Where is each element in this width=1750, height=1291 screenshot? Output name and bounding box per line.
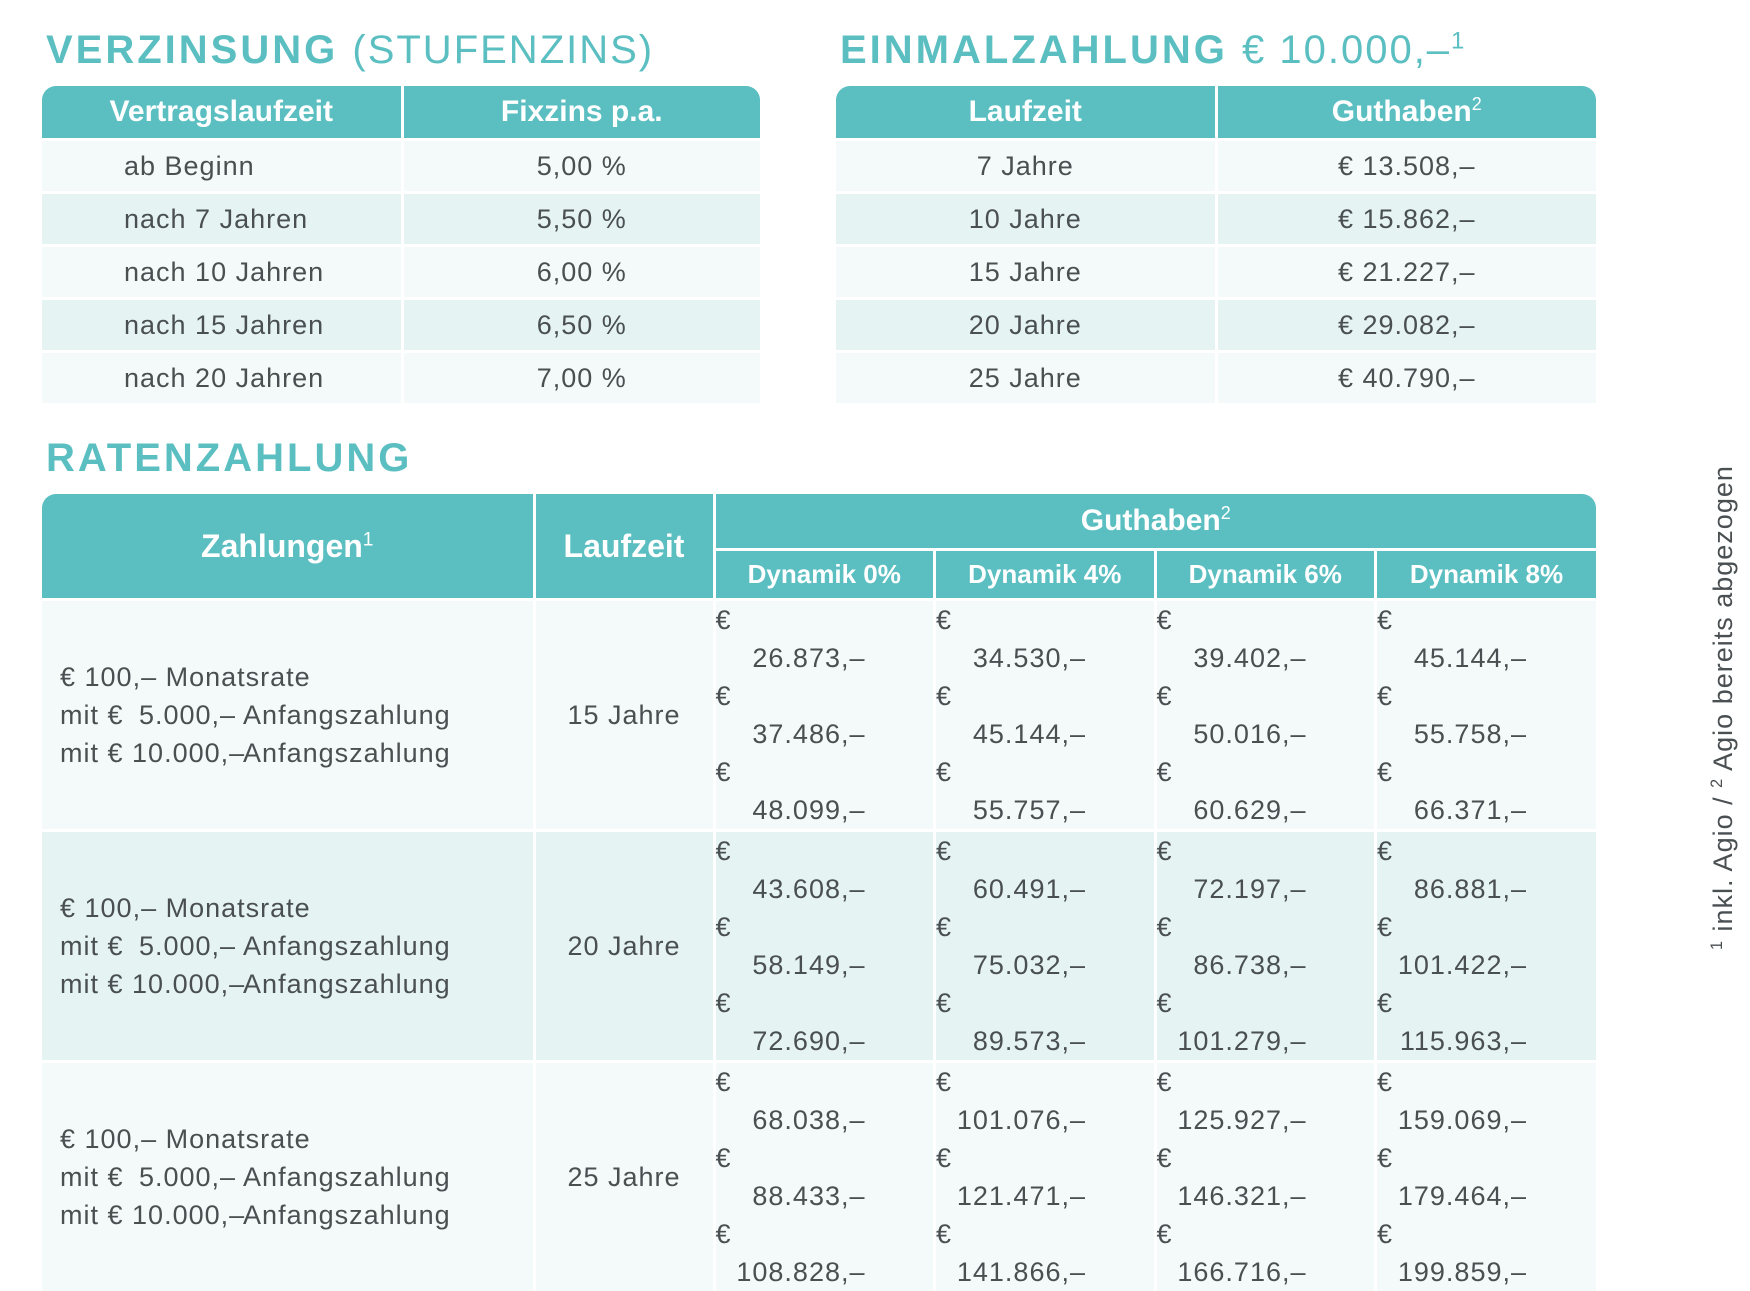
guthaben-amount: 55.757,– [936, 791, 1086, 829]
currency-symbol: € [1157, 908, 1187, 946]
ratenzahlung-guthaben-cell [1376, 600, 1597, 831]
guthaben-value [936, 908, 1154, 984]
einmalzahlung-header-laufzeit: Laufzeit [836, 86, 1216, 140]
currency-symbol: € [716, 908, 746, 946]
ratenzahlung-guthaben-cell [1376, 1062, 1597, 1291]
guthaben-amount: 159.069,– [1377, 1101, 1527, 1139]
ratenzahlung-guthaben-cell [714, 831, 935, 1062]
einmalzahlung-laufzeit: 20 Jahre [836, 299, 1216, 352]
currency-symbol: € [716, 1139, 746, 1177]
currency-symbol: € [1377, 601, 1407, 639]
einmalzahlung-laufzeit: 7 Jahre [836, 140, 1216, 193]
currency-symbol: € [1377, 677, 1407, 715]
guthaben-amount: 86.738,– [1157, 946, 1307, 984]
einmalzahlung-table [836, 86, 1596, 403]
einmalzahlung-title-amount: € 10.000,– [1242, 28, 1451, 72]
guthaben-value [716, 1139, 934, 1215]
payment-type: Monatsrate [166, 1124, 311, 1154]
guthaben-amount: 89.573,– [936, 1022, 1086, 1060]
verzinsung-zeit-text: nach 10 Jahren [124, 257, 324, 287]
payment-amount: 10.000,– [132, 965, 236, 1003]
currency-symbol: € [716, 1215, 746, 1253]
guthaben-value [1157, 908, 1375, 984]
ratenzahlung-zahlungen [42, 600, 534, 831]
verzinsung-zins: 7,00 % [402, 352, 760, 404]
currency-symbol: € [1377, 832, 1407, 870]
footnote [1708, 465, 1739, 950]
table-row [42, 600, 1596, 831]
guthaben-value [936, 1139, 1154, 1215]
ratenzahlung-header-laufzeit: Laufzeit [534, 494, 714, 600]
guthaben-value [1157, 1139, 1375, 1215]
currency-symbol: € [716, 677, 746, 715]
guthaben-value [1377, 753, 1596, 829]
verzinsung-zeit-text: nach 15 Jahren [124, 310, 324, 340]
guthaben-value [1157, 1215, 1375, 1291]
table-row [836, 299, 1596, 352]
guthaben-value [1377, 601, 1596, 677]
einmalzahlung-guthaben: € 15.862,– [1216, 193, 1596, 246]
currency-symbol: € [1377, 984, 1407, 1022]
currency-symbol: € [1157, 1063, 1187, 1101]
ratenzahlung-title: RATENZAHLUNG [46, 436, 412, 481]
guthaben-value [1157, 832, 1375, 908]
guthaben-amount: 115.963,– [1377, 1022, 1527, 1060]
einmalzahlung-guthaben: € 40.790,– [1216, 352, 1596, 404]
guthaben-amount: 39.402,– [1157, 639, 1307, 677]
guthaben-value [936, 1063, 1154, 1139]
payment-prefix: mit € [60, 969, 124, 999]
payment-amount: 10.000,– [132, 734, 236, 772]
ratenzahlung-header-zahlungen [42, 494, 534, 600]
ratenzahlung-header-dynamik-0: Dynamik 0% [714, 550, 935, 600]
verzinsung-zeit-text: nach 20 Jahren [124, 363, 324, 393]
currency-symbol: € [1157, 1139, 1187, 1177]
table-row [836, 140, 1596, 193]
currency-symbol: € [1157, 1215, 1187, 1253]
currency-symbol: € [936, 1063, 966, 1101]
payment-prefix: mit € [60, 931, 124, 961]
currency-symbol: € [936, 1215, 966, 1253]
table-row [836, 193, 1596, 246]
ratenzahlung-zahlungen [42, 831, 534, 1062]
payment-prefix: mit € [60, 700, 124, 730]
payment-line [60, 889, 533, 927]
guthaben-value [1377, 832, 1596, 908]
einmalzahlung-laufzeit: 15 Jahre [836, 246, 1216, 299]
footnote-marker: 2 [1708, 778, 1726, 788]
payment-prefix: mit € [60, 1162, 124, 1192]
ratenzahlung-header-guthaben-text: Guthaben [1081, 504, 1221, 537]
payment-type: Anfangszahlung [243, 1200, 451, 1230]
guthaben-amount: 166.716,– [1157, 1253, 1307, 1291]
payment-prefix: € 100,– [60, 893, 157, 923]
currency-symbol: € [1157, 753, 1187, 791]
currency-symbol: € [936, 753, 966, 791]
guthaben-amount: 43.608,– [716, 870, 866, 908]
currency-symbol: € [716, 832, 746, 870]
payment-line [60, 1120, 533, 1158]
einmalzahlung-title [840, 28, 1467, 73]
payment-line [60, 965, 533, 1003]
guthaben-amount: 48.099,– [716, 791, 866, 829]
payment-type: Anfangszahlung [243, 738, 451, 768]
guthaben-amount: 121.471,– [936, 1177, 1086, 1215]
currency-symbol: € [936, 1139, 966, 1177]
verzinsung-zins: 6,00 % [402, 246, 760, 299]
guthaben-amount: 45.144,– [936, 715, 1086, 753]
einmalzahlung-laufzeit: 10 Jahre [836, 193, 1216, 246]
guthaben-amount: 101.076,– [936, 1101, 1086, 1139]
footnote-text-abgezogen: Agio bereits abgezogen [1708, 465, 1738, 771]
currency-symbol: € [936, 832, 966, 870]
verzinsung-zeit-text: nach 7 Jahren [124, 204, 308, 234]
verzinsung-zins: 5,00 % [402, 140, 760, 193]
ratenzahlung-guthaben-cell [1155, 1062, 1376, 1291]
payment-line [60, 734, 533, 772]
table-row [42, 1062, 1596, 1291]
payment-type: Anfangszahlung [243, 1162, 451, 1192]
verzinsung-header-vertragslaufzeit: Vertragslaufzeit [42, 86, 402, 140]
verzinsung-zins: 5,50 % [402, 193, 760, 246]
payment-amount: 10.000,– [132, 1196, 236, 1234]
guthaben-value [936, 601, 1154, 677]
payment-amount: 5.000,– [132, 927, 236, 965]
guthaben-amount: 58.149,– [716, 946, 866, 984]
currency-symbol: € [936, 908, 966, 946]
payment-amount: 5.000,– [132, 696, 236, 734]
guthaben-value [716, 601, 934, 677]
payment-line [60, 1158, 533, 1196]
payment-type: Anfangszahlung [243, 931, 451, 961]
ratenzahlung-guthaben-cell [1155, 831, 1376, 1062]
guthaben-value [936, 753, 1154, 829]
guthaben-amount: 34.530,– [936, 639, 1086, 677]
einmalzahlung-title-bold: EINMALZAHLUNG [840, 28, 1228, 72]
ratenzahlung-header-dynamik-6: Dynamik 6% [1155, 550, 1376, 600]
guthaben-value [716, 984, 934, 1060]
payment-line [60, 696, 533, 734]
ratenzahlung-laufzeit: 15 Jahre [534, 600, 714, 831]
guthaben-amount: 66.371,– [1377, 791, 1527, 829]
currency-symbol: € [1157, 832, 1187, 870]
guthaben-amount: 199.859,– [1377, 1253, 1527, 1291]
verzinsung-zeit [42, 299, 402, 352]
currency-symbol: € [716, 984, 746, 1022]
currency-symbol: € [936, 984, 966, 1022]
ratenzahlung-header-guthaben [714, 494, 1596, 550]
table-row [42, 831, 1596, 1062]
guthaben-value [1377, 1063, 1596, 1139]
verzinsung-title [46, 28, 654, 73]
currency-symbol: € [716, 753, 746, 791]
guthaben-amount: 141.866,– [936, 1253, 1086, 1291]
ratenzahlung-header-dynamik-8: Dynamik 8% [1376, 550, 1597, 600]
guthaben-value [1157, 677, 1375, 753]
ratenzahlung-zahlungen [42, 1062, 534, 1291]
guthaben-amount: 60.629,– [1157, 791, 1307, 829]
ratenzahlung-table [42, 494, 1596, 1291]
table-row [836, 352, 1596, 404]
verzinsung-zins: 6,50 % [402, 299, 760, 352]
guthaben-value [1377, 677, 1596, 753]
payment-prefix: mit € [60, 1200, 124, 1230]
ratenzahlung-guthaben-cell [935, 1062, 1156, 1291]
guthaben-amount: 108.828,– [716, 1253, 866, 1291]
ratenzahlung-laufzeit: 25 Jahre [534, 1062, 714, 1291]
ratenzahlung-header-zahlungen-text: Zahlungen [201, 528, 363, 564]
einmalzahlung-guthaben: € 21.227,– [1216, 246, 1596, 299]
guthaben-amount: 60.491,– [936, 870, 1086, 908]
einmalzahlung-guthaben: € 13.508,– [1216, 140, 1596, 193]
ratenzahlung-guthaben-cell [1155, 600, 1376, 831]
guthaben-amount: 88.433,– [716, 1177, 866, 1215]
payment-type: Monatsrate [166, 662, 311, 692]
guthaben-amount: 37.486,– [716, 715, 866, 753]
currency-symbol: € [936, 677, 966, 715]
table-row [42, 193, 760, 246]
guthaben-value [1377, 984, 1596, 1060]
currency-symbol: € [716, 601, 746, 639]
payment-type: Anfangszahlung [243, 969, 451, 999]
currency-symbol: € [1377, 1139, 1407, 1177]
verzinsung-zeit [42, 193, 402, 246]
einmalzahlung-header-guthaben [1216, 86, 1596, 140]
einmalzahlung-guthaben: € 29.082,– [1216, 299, 1596, 352]
guthaben-amount: 86.881,– [1377, 870, 1527, 908]
payment-type: Monatsrate [166, 893, 311, 923]
currency-symbol: € [1377, 908, 1407, 946]
guthaben-value [716, 832, 934, 908]
guthaben-value [716, 908, 934, 984]
currency-symbol: € [1157, 601, 1187, 639]
footnote-marker: 1 [363, 529, 374, 550]
footnote-marker: 2 [1472, 94, 1482, 114]
guthaben-amount: 146.321,– [1157, 1177, 1307, 1215]
table-row [42, 140, 760, 193]
currency-symbol: € [1157, 677, 1187, 715]
currency-symbol: € [1157, 984, 1187, 1022]
footnote-marker: 1 [1451, 28, 1467, 55]
guthaben-value [1377, 908, 1596, 984]
payment-prefix: € 100,– [60, 662, 157, 692]
guthaben-value [1157, 1063, 1375, 1139]
guthaben-value [936, 832, 1154, 908]
verzinsung-zeit [42, 140, 402, 193]
currency-symbol: € [1377, 1215, 1407, 1253]
payment-line [60, 658, 533, 696]
guthaben-amount: 55.758,– [1377, 715, 1527, 753]
ratenzahlung-guthaben-cell [714, 1062, 935, 1291]
payment-amount: 5.000,– [132, 1158, 236, 1196]
ratenzahlung-laufzeit: 20 Jahre [534, 831, 714, 1062]
table-row [42, 246, 760, 299]
guthaben-value [716, 1063, 934, 1139]
verzinsung-table [42, 86, 760, 403]
verzinsung-title-light: (STUFENZINS) [352, 28, 654, 72]
guthaben-amount: 75.032,– [936, 946, 1086, 984]
footnote-marker: 2 [1221, 503, 1231, 523]
guthaben-value [1157, 984, 1375, 1060]
guthaben-value [1157, 601, 1375, 677]
payment-prefix: mit € [60, 738, 124, 768]
guthaben-amount: 101.422,– [1377, 946, 1527, 984]
verzinsung-zeit [42, 352, 402, 404]
guthaben-value [716, 1215, 934, 1291]
guthaben-value [1377, 1139, 1596, 1215]
guthaben-amount: 125.927,– [1157, 1101, 1307, 1139]
ratenzahlung-guthaben-cell [935, 600, 1156, 831]
einmalzahlung-laufzeit: 25 Jahre [836, 352, 1216, 404]
guthaben-amount: 72.197,– [1157, 870, 1307, 908]
guthaben-amount: 101.279,– [1157, 1022, 1307, 1060]
currency-symbol: € [1377, 1063, 1407, 1101]
currency-symbol: € [936, 601, 966, 639]
guthaben-value [936, 677, 1154, 753]
guthaben-value [1157, 753, 1375, 829]
verzinsung-header-fixzins: Fixzins p.a. [402, 86, 760, 140]
guthaben-value [936, 984, 1154, 1060]
payment-line [60, 1196, 533, 1234]
table-row [836, 246, 1596, 299]
verzinsung-title-bold: VERZINSUNG [46, 28, 338, 72]
guthaben-amount: 72.690,– [716, 1022, 866, 1060]
ratenzahlung-guthaben-cell [714, 600, 935, 831]
einmalzahlung-header-guthaben-text: Guthaben [1332, 95, 1472, 128]
table-row [42, 352, 760, 404]
payment-line [60, 927, 533, 965]
guthaben-amount: 45.144,– [1377, 639, 1527, 677]
guthaben-amount: 50.016,– [1157, 715, 1307, 753]
guthaben-amount: 26.873,– [716, 639, 866, 677]
table-row [42, 299, 760, 352]
verzinsung-zeit-text: ab Beginn [124, 151, 255, 181]
guthaben-amount: 179.464,– [1377, 1177, 1527, 1215]
payment-prefix: € 100,– [60, 1124, 157, 1154]
currency-symbol: € [716, 1063, 746, 1101]
guthaben-value [936, 1215, 1154, 1291]
guthaben-value [716, 677, 934, 753]
ratenzahlung-header-dynamik-4: Dynamik 4% [935, 550, 1156, 600]
guthaben-amount: 68.038,– [716, 1101, 866, 1139]
footnote-text-agio: inkl. Agio / [1708, 796, 1738, 931]
ratenzahlung-guthaben-cell [935, 831, 1156, 1062]
ratenzahlung-guthaben-cell [1376, 831, 1597, 1062]
verzinsung-zeit [42, 246, 402, 299]
footnote-marker: 1 [1708, 940, 1726, 950]
guthaben-value [716, 753, 934, 829]
guthaben-value [1377, 1215, 1596, 1291]
payment-type: Anfangszahlung [243, 700, 451, 730]
currency-symbol: € [1377, 753, 1407, 791]
